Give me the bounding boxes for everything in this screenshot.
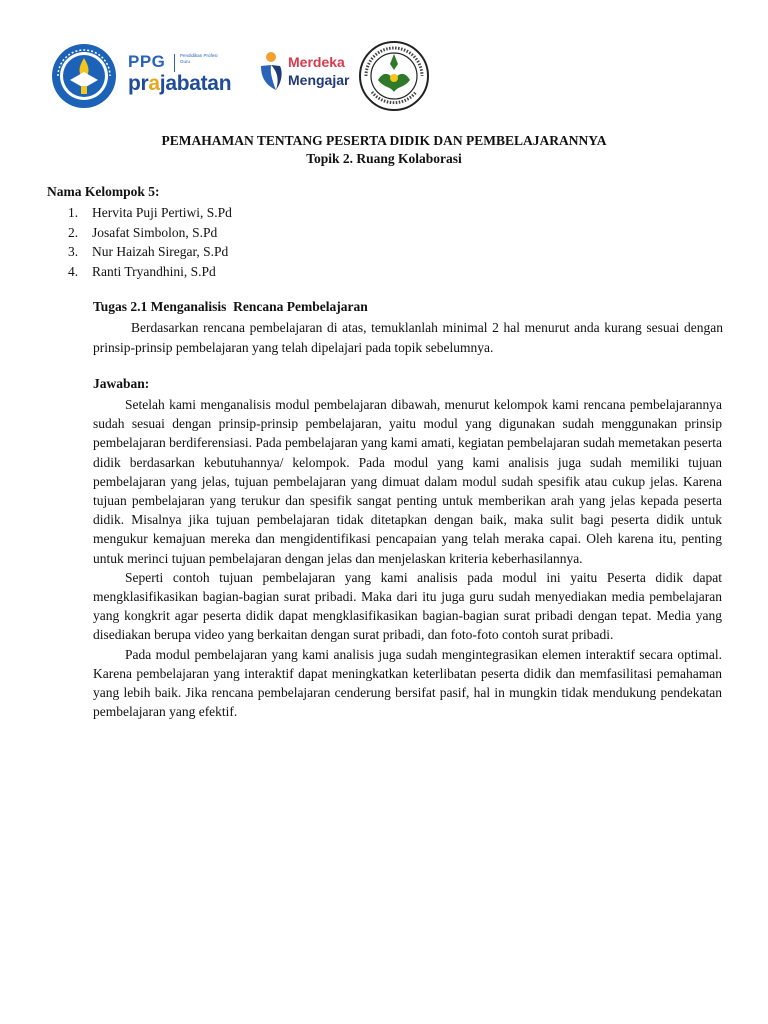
group-label: Nama Kelompok 5: <box>47 184 160 199</box>
document-title: PEMAHAMAN TENTANG PESERTA DIDIK DAN PEMBELAJARANNYA <box>161 133 607 148</box>
answer-paragraph: Seperti contoh tujuan pembelajaran yang kami analisis pada modul ini yaitu Peserta didik dapat mengklasifikasikan bagian-bagian surat pribadi. Maka dari itu juga guru sudah menyediakan media pembelajaran yang kongkrit agar peserta didik dapat mengklasifikasikan bagian-bagian surat pribadi dengan tepat. Media yang disediakan berupa video yang berkaitan dengan surat pribadi, dan foto-foto contoh surat pribadi. <box>93 569 722 643</box>
member-item: 3. Nur Haizah Siregar, S.Pd <box>68 244 229 259</box>
answer-title: Jawaban: <box>93 376 150 391</box>
merdeka-word: Merdeka <box>288 54 345 70</box>
ppg-separator <box>174 54 175 72</box>
document-title-block <box>0 132 768 168</box>
tut-wuri-handayani-logo <box>50 42 118 110</box>
member-item: 1. Hervita Puji Pertiwi, S.Pd <box>68 205 232 220</box>
task-description: Berdasarkan rencana pembelajaran di atas, temuklanlah minimal 2 hal menurut anda kurang sesuai dengan prinsip-prinsip pembelajaran yang telah dipelajari pada topik sebelumnya. <box>93 320 723 355</box>
header-logos <box>50 40 450 110</box>
merdeka-mengajar-logo <box>258 50 358 100</box>
ppg-word: PPG <box>128 52 166 71</box>
mengajar-word: Mengajar <box>288 72 350 88</box>
member-item: 4. Ranti Tryandhini, S.Pd <box>68 263 216 279</box>
member-item: 2. Josafat Simbolon, S.Pd <box>68 224 218 240</box>
document-subtitle: Topik 2. Ruang Kolaborasi <box>306 151 462 166</box>
answer-body <box>93 395 722 721</box>
unimed-seal-logo <box>358 40 430 112</box>
answer-paragraph: Setelah kami menganalisis modul pembelajaran dibawah, menurut kelompok kami rencana pembelajarannya sudah sesuai dengan prinsip-prinsip pembelajaran, yaitu modul yang digunakan sudah menggunakan prinsip pembelajaran berdiferensiasi. Pada pembelajaran yang kami amati, kegiatan pembelajaran sudah memetakan peserta didik berdasarkan kebutuhannya/ kelompok. Pada modul yang kami analisis juga sudah memiliki tujuan pembelajaran yang jelas, tujuan pembelajaran yang dimuat dalam modul sudah spesifik atau cukup jelas. Karena tujuan pembelajaran yang terukur dan spesifik sangat penting untuk memberikan arah yang jelas kepada peserta didik. Misalnya jika tujuan pembelajaran tidak ditetapkan dengan baik, maka sulit bagi peserta didik untuk mengukur kemajuan mereka dan mengidentifikasi pencapaian yang telah meraka capai. Oleh karena itu, penting untuk merinci tujuan pembelajaran dengan jelas dan menjelaskan kriteria keberhasilannya. <box>93 397 722 566</box>
merdeka-mengajar-mark-icon <box>258 50 284 96</box>
answer-paragraph: Pada modul pembelajaran yang kami analisis juga sudah mengintegrasikan elemen interaktif secara optimal. Karena pembelajaran yang interaktif dapat meningkatkan keterlibatan peserta didik dan memfasilitasi pemahaman yang lebih baik. Jika rencana pembelajaran cenderung bersifat pasif, hal in mungkin tidak mendukung pendekatan pembelajaran yang efektif. <box>93 646 722 720</box>
ppg-subtitle: Pendidikan Profesi Guru <box>180 53 218 64</box>
member-list <box>47 203 232 281</box>
task-title: Tugas 2.1 Menganalisis Rencana Pembelajaran <box>93 299 368 314</box>
ppg-main-word: prajabatan <box>128 72 232 95</box>
